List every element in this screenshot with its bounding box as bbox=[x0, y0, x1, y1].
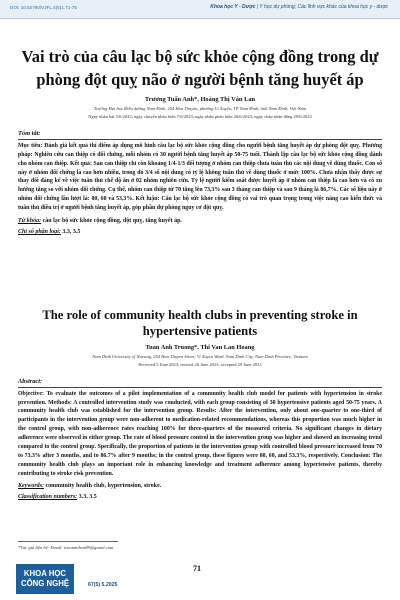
journal-logo bbox=[16, 564, 74, 594]
title-english: The role of community health clubs in preventing stroke in hypertensive patients bbox=[42, 308, 358, 339]
vietnamese-section bbox=[18, 46, 382, 235]
classification-value: 3.3, 3.5 bbox=[77, 494, 97, 501]
issue-number: 67(5) 5.2025 bbox=[88, 582, 118, 588]
abstract-label-vietnamese: Tóm tắt: bbox=[18, 129, 41, 137]
page-footer bbox=[0, 556, 400, 600]
dates-english: Received 5 June 2023; revised 26 June 2023; accepted 29 June 2023 bbox=[138, 361, 262, 367]
divider bbox=[18, 139, 382, 140]
affiliation-vietnamese: Trường Đại học Điều dưỡng Nam Định, 254 Hàn Thuyên, phường Vị Xuyên, TP Nam Định, tỉnh Nam Định, Việt Nam bbox=[93, 105, 307, 111]
journal-fields: | Y học dự phòng; Các lĩnh vực khác của khoa học y - dược bbox=[255, 4, 388, 10]
title-vietnamese: Vai trò của câu lạc bộ sức khỏe cộng đồng trong dự phòng đột quỵ não ở người bệnh tăng huyết áp bbox=[21, 47, 379, 89]
authors-english: Tuan Anh Truong*, Thi Van Lan Hoang bbox=[145, 343, 255, 351]
classification-english bbox=[18, 494, 382, 500]
classification-value: 3.3, 3.5 bbox=[60, 228, 81, 235]
authors-vietnamese: Trương Tuấn Anh*, Hoàng Thị Vân Lan bbox=[144, 95, 256, 103]
journal-section bbox=[210, 4, 388, 10]
classification-label: Classification numbers: bbox=[18, 494, 78, 501]
corresponding-author-footnote: *Tác giả liên hệ: Email: truonanhva89@gmail.com bbox=[18, 545, 114, 550]
classification-vietnamese bbox=[18, 229, 382, 235]
divider bbox=[18, 387, 382, 388]
logo-line2: CÔNG NGHỆ bbox=[20, 578, 70, 588]
journal-name: Khoa học Y - Dược bbox=[210, 4, 256, 10]
keywords-english bbox=[18, 483, 382, 489]
journal-header bbox=[0, 0, 400, 19]
abstract-english: Objective: To evaluate the outcomes of a pilot implementation of a community health club model for patients with hypertension in stroke prevention. Methods: A controlled intervention study was conducted, with each group consisting of 30 hypertensive patients aged 50-75 years. A community health club was established for the intervention group. Results: After the intervention, only about one-quarter to one-third of participants in the intervention group were non-adherent to medication-related recommendations, whereas this proportion was much higher in the control group, with non-adherence rates reaching 100% for three-quarters of the measured criteria. No significant changes in dietary adherence were observed in either group. The rate of blood pressure control in the intervention group was higher and showed an increasing trend compared to the control group. Specifically, the proportion of patients in the intervention group with controlled blood pressure increased from 70 to 73.3% after 3 months, and to 86.7% after 9 months; in the control group, these figures were 80, 60, and 53.3%, respectively. Conclusion: The community health club plays an important role in enhancing knowledge and treatment adherence among hypertensive patients, thereby contributing to stroke risk prevention. bbox=[18, 390, 382, 477]
english-section bbox=[18, 307, 382, 500]
affiliation-english: Nam Dinh University of Nursing, 254 Han Thuyen Street, Vi Xuyen Ward, Nam Dinh City, Nam Dinh Province, Vietnam bbox=[92, 353, 308, 359]
keywords-value: community health club, hypertension, stroke. bbox=[44, 483, 162, 490]
abstract-label-english: Abstract: bbox=[18, 377, 43, 385]
logo-line1: KHOA HỌC bbox=[23, 569, 67, 578]
keywords-label: Keywords: bbox=[18, 483, 44, 490]
doi-text: DOI: 10.52780/VJFL.4(5)1.71-75 bbox=[10, 5, 77, 10]
keywords-value: câu lạc bộ sức khỏe cộng đồng, đột quỵ, tăng huyết áp. bbox=[41, 217, 182, 224]
abstract-vietnamese: Mục tiêu: Đánh giá kết quả thí điểm áp dụng mô hình câu lạc bộ sức khỏe cộng đồng cho người bệnh tăng huyết áp dự phòng đột quỵ. Phương pháp: Nghiên cứu can thiệp có đối chứng, mỗi nhóm có 30 người bệnh tăng huyết áp 50-75 tuổi. Thành lập câu lạc bộ sức khỏe cộng đồng dành cho nhóm can thiệp. Kết quả: Sau can thiệp chỉ còn khoảng 1/4-1/3 đối tượng ở nhóm can thiệp chưa tuân thủ các nội dung về dùng thuốc. Con số này ở nhóm đối chứng là cao hơn nhiều, trong đó 3/4 số nội dung có tỷ lệ không tuân thủ về dùng thuốc ở mức 100%. Chưa nhận thấy được sự thay đổi đáng kể về việc tuân thủ chế độ ăn ở 02 nhóm nghiên cứu. Tỷ lệ người kiểm soát được huyết áp ở nhóm can thiệp là cao hơn và có xu hướng tăng so với nhóm đối chứng. Cụ thể, nhóm can thiệp từ 70 tăng lên 73,3% sau 3 tháng can thiệp và sau 9 tháng là 86,7%. Các số liệu này ở nhóm đối chứng lần lượt là: 80, 60 và 53,3%. Kết luận: Câu lạc bộ sức khỏe cộng đồng có vai trò quan trọng trong việc nâng cao kiến thức và tuân thủ điều trị ở người bệnh tăng huyết áp, góp phần dự phòng nguy cơ đột quỵ. bbox=[18, 142, 382, 212]
dates-vietnamese: Ngày nhận bài 5/6/2023; ngày chuyển phản biện 7/6/2023; ngày nhận phản biện 26/6/2023; ngày chấp nhận đăng 29/6/2023 bbox=[88, 113, 312, 119]
page-number: 71 bbox=[193, 564, 201, 573]
keywords-label: Từ khóa: bbox=[18, 217, 42, 224]
footnote-rule bbox=[18, 541, 118, 542]
keywords-vietnamese bbox=[18, 218, 382, 224]
classification-label: Chỉ số phân loại: bbox=[18, 228, 61, 235]
